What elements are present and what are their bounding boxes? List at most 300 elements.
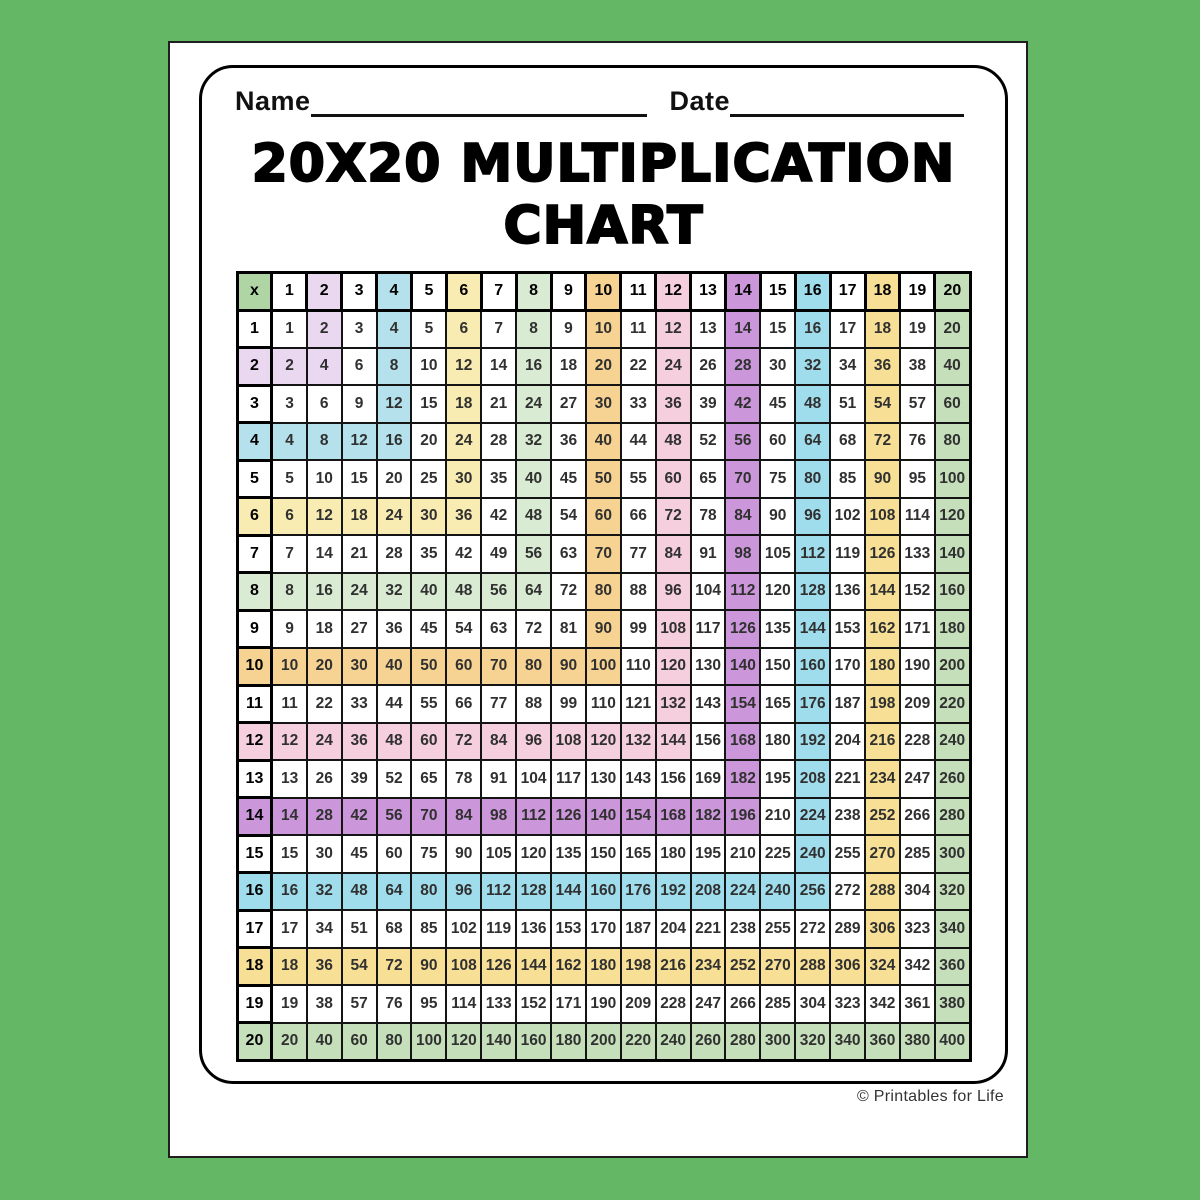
cell-4x5: 20 <box>411 423 446 461</box>
cell-14x2: 28 <box>307 798 342 836</box>
cell-7x15: 105 <box>760 535 795 573</box>
cell-5x11: 55 <box>621 460 656 498</box>
cell-14x19: 266 <box>900 798 935 836</box>
table-row-11 <box>237 685 970 723</box>
cell-10x16: 160 <box>795 648 830 686</box>
cell-9x8: 72 <box>516 610 551 648</box>
cell-17x18: 306 <box>865 910 900 948</box>
cell-16x11: 176 <box>621 873 656 911</box>
cell-6x1: 6 <box>272 498 307 536</box>
cell-3x9: 27 <box>551 385 586 423</box>
cell-1x8: 8 <box>516 310 551 348</box>
cell-5x19: 95 <box>900 460 935 498</box>
cell-8x11: 88 <box>621 573 656 611</box>
cell-9x3: 27 <box>342 610 377 648</box>
cell-4x1: 4 <box>272 423 307 461</box>
cell-10x6: 60 <box>446 648 481 686</box>
table-row-4 <box>237 423 970 461</box>
cell-13x8: 104 <box>516 760 551 798</box>
multiplication-table <box>236 271 972 1062</box>
cell-6x8: 48 <box>516 498 551 536</box>
cell-3x2: 6 <box>307 385 342 423</box>
cell-8x12: 96 <box>656 573 691 611</box>
cell-17x10: 170 <box>586 910 621 948</box>
cell-11x19: 209 <box>900 685 935 723</box>
cell-12x2: 24 <box>307 723 342 761</box>
cell-19x7: 133 <box>481 985 516 1023</box>
cell-5x18: 90 <box>865 460 900 498</box>
cell-12x3: 36 <box>342 723 377 761</box>
cell-11x16: 176 <box>795 685 830 723</box>
cell-6x5: 30 <box>411 498 446 536</box>
cell-12x14: 168 <box>725 723 760 761</box>
cell-17x13: 221 <box>691 910 726 948</box>
cell-2x3: 6 <box>342 348 377 386</box>
cell-5x9: 45 <box>551 460 586 498</box>
cell-9x4: 36 <box>377 610 412 648</box>
cell-15x4: 60 <box>377 835 412 873</box>
cell-4x3: 12 <box>342 423 377 461</box>
cell-7x18: 126 <box>865 535 900 573</box>
cell-18x14: 252 <box>725 948 760 986</box>
cell-2x4: 8 <box>377 348 412 386</box>
cell-2x20: 40 <box>935 348 970 386</box>
cell-2x7: 14 <box>481 348 516 386</box>
cell-18x17: 306 <box>830 948 865 986</box>
cell-7x2: 14 <box>307 535 342 573</box>
cell-12x20: 240 <box>935 723 970 761</box>
cell-19x10: 190 <box>586 985 621 1023</box>
cell-14x16: 224 <box>795 798 830 836</box>
cell-9x9: 81 <box>551 610 586 648</box>
cell-7x20: 140 <box>935 535 970 573</box>
cell-18x20: 360 <box>935 948 970 986</box>
cell-6x9: 54 <box>551 498 586 536</box>
cell-8x17: 136 <box>830 573 865 611</box>
cell-3x14: 42 <box>725 385 760 423</box>
cell-11x11: 121 <box>621 685 656 723</box>
cell-12x4: 48 <box>377 723 412 761</box>
cell-12x7: 84 <box>481 723 516 761</box>
cell-11x20: 220 <box>935 685 970 723</box>
cell-20x10: 200 <box>586 1023 621 1061</box>
cell-4x7: 28 <box>481 423 516 461</box>
cell-10x7: 70 <box>481 648 516 686</box>
cell-19x13: 247 <box>691 985 726 1023</box>
cell-1x17: 17 <box>830 310 865 348</box>
cell-10x2: 20 <box>307 648 342 686</box>
cell-4x16: 64 <box>795 423 830 461</box>
cell-10x9: 90 <box>551 648 586 686</box>
cell-19x2: 38 <box>307 985 342 1023</box>
cell-3x6: 18 <box>446 385 481 423</box>
cell-4x8: 32 <box>516 423 551 461</box>
cell-20x4: 80 <box>377 1023 412 1061</box>
cell-16x6: 96 <box>446 873 481 911</box>
cell-17x15: 255 <box>760 910 795 948</box>
cell-5x3: 15 <box>342 460 377 498</box>
cell-8x20: 160 <box>935 573 970 611</box>
corner-cell: x <box>237 273 272 311</box>
cell-20x8: 160 <box>516 1023 551 1061</box>
cell-2x11: 22 <box>621 348 656 386</box>
cell-12x18: 216 <box>865 723 900 761</box>
cell-1x16: 16 <box>795 310 830 348</box>
cell-16x14: 224 <box>725 873 760 911</box>
row-header-16: 16 <box>237 873 272 911</box>
column-header-13: 13 <box>691 273 726 311</box>
cell-6x16: 96 <box>795 498 830 536</box>
cell-10x12: 120 <box>656 648 691 686</box>
cell-12x17: 204 <box>830 723 865 761</box>
column-header-16: 16 <box>795 273 830 311</box>
row-header-19: 19 <box>237 985 272 1023</box>
name-date-row <box>235 84 975 117</box>
cell-1x18: 18 <box>865 310 900 348</box>
row-header-15: 15 <box>237 835 272 873</box>
cell-16x7: 112 <box>481 873 516 911</box>
cell-17x12: 204 <box>656 910 691 948</box>
cell-10x13: 130 <box>691 648 726 686</box>
title-line-1: 20X20 MULTIPLICATION <box>251 134 956 194</box>
cell-19x12: 228 <box>656 985 691 1023</box>
row-header-18: 18 <box>237 948 272 986</box>
cell-8x2: 16 <box>307 573 342 611</box>
cell-6x20: 120 <box>935 498 970 536</box>
cell-12x19: 228 <box>900 723 935 761</box>
cell-9x13: 117 <box>691 610 726 648</box>
cell-6x4: 24 <box>377 498 412 536</box>
cell-11x14: 154 <box>725 685 760 723</box>
cell-2x1: 2 <box>272 348 307 386</box>
cell-16x20: 320 <box>935 873 970 911</box>
cell-12x16: 192 <box>795 723 830 761</box>
cell-13x20: 260 <box>935 760 970 798</box>
cell-8x10: 80 <box>586 573 621 611</box>
cell-3x15: 45 <box>760 385 795 423</box>
cell-8x19: 152 <box>900 573 935 611</box>
table-row-9 <box>237 610 970 648</box>
cell-1x10: 10 <box>586 310 621 348</box>
cell-7x1: 7 <box>272 535 307 573</box>
cell-15x9: 135 <box>551 835 586 873</box>
column-header-19: 19 <box>900 273 935 311</box>
cell-2x13: 26 <box>691 348 726 386</box>
cell-14x11: 154 <box>621 798 656 836</box>
cell-17x14: 238 <box>725 910 760 948</box>
cell-13x2: 26 <box>307 760 342 798</box>
cell-18x5: 90 <box>411 948 446 986</box>
cell-11x5: 55 <box>411 685 446 723</box>
cell-2x17: 34 <box>830 348 865 386</box>
column-header-18: 18 <box>865 273 900 311</box>
cell-16x16: 256 <box>795 873 830 911</box>
cell-11x18: 198 <box>865 685 900 723</box>
row-header-7: 7 <box>237 535 272 573</box>
cell-20x19: 380 <box>900 1023 935 1061</box>
cell-13x4: 52 <box>377 760 412 798</box>
cell-2x6: 12 <box>446 348 481 386</box>
cell-13x12: 156 <box>656 760 691 798</box>
table-row-15 <box>237 835 970 873</box>
cell-13x10: 130 <box>586 760 621 798</box>
cell-19x8: 152 <box>516 985 551 1023</box>
cell-1x9: 9 <box>551 310 586 348</box>
cell-14x5: 70 <box>411 798 446 836</box>
cell-10x15: 150 <box>760 648 795 686</box>
cell-4x20: 80 <box>935 423 970 461</box>
column-header-11: 11 <box>621 273 656 311</box>
cell-19x17: 323 <box>830 985 865 1023</box>
column-header-2: 2 <box>307 273 342 311</box>
cell-11x2: 22 <box>307 685 342 723</box>
cell-16x13: 208 <box>691 873 726 911</box>
cell-2x19: 38 <box>900 348 935 386</box>
cell-15x1: 15 <box>272 835 307 873</box>
cell-3x3: 9 <box>342 385 377 423</box>
cell-18x19: 342 <box>900 948 935 986</box>
cell-13x15: 195 <box>760 760 795 798</box>
cell-15x19: 285 <box>900 835 935 873</box>
table-row-3 <box>237 385 970 423</box>
cell-14x20: 280 <box>935 798 970 836</box>
cell-18x16: 288 <box>795 948 830 986</box>
cell-9x7: 63 <box>481 610 516 648</box>
cell-3x5: 15 <box>411 385 446 423</box>
cell-18x6: 108 <box>446 948 481 986</box>
column-header-17: 17 <box>830 273 865 311</box>
cell-1x3: 3 <box>342 310 377 348</box>
cell-3x7: 21 <box>481 385 516 423</box>
cell-8x1: 8 <box>272 573 307 611</box>
cell-18x4: 72 <box>377 948 412 986</box>
cell-9x19: 171 <box>900 610 935 648</box>
cell-4x2: 8 <box>307 423 342 461</box>
cell-16x10: 160 <box>586 873 621 911</box>
cell-3x10: 30 <box>586 385 621 423</box>
cell-18x2: 36 <box>307 948 342 986</box>
worksheet-border-frame <box>199 65 1008 1084</box>
cell-11x12: 132 <box>656 685 691 723</box>
cell-5x1: 5 <box>272 460 307 498</box>
cell-9x20: 180 <box>935 610 970 648</box>
cell-6x18: 108 <box>865 498 900 536</box>
cell-6x6: 36 <box>446 498 481 536</box>
cell-15x17: 255 <box>830 835 865 873</box>
cell-6x19: 114 <box>900 498 935 536</box>
cell-7x3: 21 <box>342 535 377 573</box>
table-row-12 <box>237 723 970 761</box>
cell-18x1: 18 <box>272 948 307 986</box>
cell-19x1: 19 <box>272 985 307 1023</box>
cell-10x4: 40 <box>377 648 412 686</box>
column-header-7: 7 <box>481 273 516 311</box>
cell-15x20: 300 <box>935 835 970 873</box>
table-row-5 <box>237 460 970 498</box>
cell-3x16: 48 <box>795 385 830 423</box>
table-row-8 <box>237 573 970 611</box>
cell-19x18: 342 <box>865 985 900 1023</box>
cell-12x1: 12 <box>272 723 307 761</box>
cell-18x10: 180 <box>586 948 621 986</box>
cell-19x20: 380 <box>935 985 970 1023</box>
cell-2x5: 10 <box>411 348 446 386</box>
cell-7x10: 70 <box>586 535 621 573</box>
cell-10x17: 170 <box>830 648 865 686</box>
cell-8x14: 112 <box>725 573 760 611</box>
cell-17x3: 51 <box>342 910 377 948</box>
cell-11x17: 187 <box>830 685 865 723</box>
cell-20x5: 100 <box>411 1023 446 1061</box>
cell-16x18: 288 <box>865 873 900 911</box>
cell-20x13: 260 <box>691 1023 726 1061</box>
cell-4x18: 72 <box>865 423 900 461</box>
cell-12x5: 60 <box>411 723 446 761</box>
cell-3x20: 60 <box>935 385 970 423</box>
cell-8x4: 32 <box>377 573 412 611</box>
cell-2x8: 16 <box>516 348 551 386</box>
cell-5x15: 75 <box>760 460 795 498</box>
cell-2x18: 36 <box>865 348 900 386</box>
cell-18x18: 324 <box>865 948 900 986</box>
cell-6x11: 66 <box>621 498 656 536</box>
cell-14x10: 140 <box>586 798 621 836</box>
cell-3x11: 33 <box>621 385 656 423</box>
cell-18x3: 54 <box>342 948 377 986</box>
cell-11x8: 88 <box>516 685 551 723</box>
cell-4x12: 48 <box>656 423 691 461</box>
cell-11x13: 143 <box>691 685 726 723</box>
cell-13x7: 91 <box>481 760 516 798</box>
cell-18x15: 270 <box>760 948 795 986</box>
cell-19x19: 361 <box>900 985 935 1023</box>
cell-5x10: 50 <box>586 460 621 498</box>
row-header-5: 5 <box>237 460 272 498</box>
cell-19x4: 76 <box>377 985 412 1023</box>
row-header-6: 6 <box>237 498 272 536</box>
cell-3x18: 54 <box>865 385 900 423</box>
cell-12x8: 96 <box>516 723 551 761</box>
cell-1x13: 13 <box>691 310 726 348</box>
cell-16x1: 16 <box>272 873 307 911</box>
cell-4x19: 76 <box>900 423 935 461</box>
cell-20x17: 340 <box>830 1023 865 1061</box>
cell-4x11: 44 <box>621 423 656 461</box>
column-header-3: 3 <box>342 273 377 311</box>
cell-7x13: 91 <box>691 535 726 573</box>
cell-13x19: 247 <box>900 760 935 798</box>
cell-8x13: 104 <box>691 573 726 611</box>
cell-15x11: 165 <box>621 835 656 873</box>
cell-3x17: 51 <box>830 385 865 423</box>
cell-9x14: 126 <box>725 610 760 648</box>
cell-1x15: 15 <box>760 310 795 348</box>
cell-11x3: 33 <box>342 685 377 723</box>
row-header-2: 2 <box>237 348 272 386</box>
cell-5x8: 40 <box>516 460 551 498</box>
cell-15x5: 75 <box>411 835 446 873</box>
cell-5x14: 70 <box>725 460 760 498</box>
cell-14x15: 210 <box>760 798 795 836</box>
cell-7x12: 84 <box>656 535 691 573</box>
cell-15x10: 150 <box>586 835 621 873</box>
cell-7x5: 35 <box>411 535 446 573</box>
cell-9x5: 45 <box>411 610 446 648</box>
cell-1x14: 14 <box>725 310 760 348</box>
worksheet-page <box>168 41 1028 1158</box>
cell-2x12: 24 <box>656 348 691 386</box>
cell-10x14: 140 <box>725 648 760 686</box>
column-header-20: 20 <box>935 273 970 311</box>
row-header-10: 10 <box>237 648 272 686</box>
cell-10x1: 10 <box>272 648 307 686</box>
cell-8x3: 24 <box>342 573 377 611</box>
cell-17x16: 272 <box>795 910 830 948</box>
cell-4x6: 24 <box>446 423 481 461</box>
table-row-14 <box>237 798 970 836</box>
cell-9x2: 18 <box>307 610 342 648</box>
column-header-6: 6 <box>446 273 481 311</box>
cell-8x8: 64 <box>516 573 551 611</box>
cell-8x18: 144 <box>865 573 900 611</box>
cell-7x6: 42 <box>446 535 481 573</box>
cell-9x10: 90 <box>586 610 621 648</box>
cell-1x12: 12 <box>656 310 691 348</box>
cell-10x19: 190 <box>900 648 935 686</box>
cell-11x9: 99 <box>551 685 586 723</box>
cell-4x9: 36 <box>551 423 586 461</box>
cell-20x1: 20 <box>272 1023 307 1061</box>
cell-9x12: 108 <box>656 610 691 648</box>
cell-10x3: 30 <box>342 648 377 686</box>
cell-9x16: 144 <box>795 610 830 648</box>
date-label: Date <box>669 86 731 116</box>
cell-20x15: 300 <box>760 1023 795 1061</box>
cell-7x19: 133 <box>900 535 935 573</box>
cell-6x13: 78 <box>691 498 726 536</box>
cell-19x15: 285 <box>760 985 795 1023</box>
cell-15x6: 90 <box>446 835 481 873</box>
column-header-12: 12 <box>656 273 691 311</box>
cell-15x3: 45 <box>342 835 377 873</box>
row-header-3: 3 <box>237 385 272 423</box>
cell-7x14: 98 <box>725 535 760 573</box>
cell-9x6: 54 <box>446 610 481 648</box>
cell-5x4: 20 <box>377 460 412 498</box>
cell-16x5: 80 <box>411 873 446 911</box>
cell-2x10: 20 <box>586 348 621 386</box>
cell-7x11: 77 <box>621 535 656 573</box>
cell-3x19: 57 <box>900 385 935 423</box>
cell-16x8: 128 <box>516 873 551 911</box>
cell-18x9: 162 <box>551 948 586 986</box>
cell-11x1: 11 <box>272 685 307 723</box>
cell-16x17: 272 <box>830 873 865 911</box>
cell-1x5: 5 <box>411 310 446 348</box>
cell-15x2: 30 <box>307 835 342 873</box>
cell-5x5: 25 <box>411 460 446 498</box>
cell-19x9: 171 <box>551 985 586 1023</box>
row-header-9: 9 <box>237 610 272 648</box>
cell-17x5: 85 <box>411 910 446 948</box>
cell-11x7: 77 <box>481 685 516 723</box>
cell-19x16: 304 <box>795 985 830 1023</box>
cell-18x12: 216 <box>656 948 691 986</box>
cell-10x20: 200 <box>935 648 970 686</box>
cell-15x12: 180 <box>656 835 691 873</box>
cell-18x11: 198 <box>621 948 656 986</box>
cell-13x9: 117 <box>551 760 586 798</box>
